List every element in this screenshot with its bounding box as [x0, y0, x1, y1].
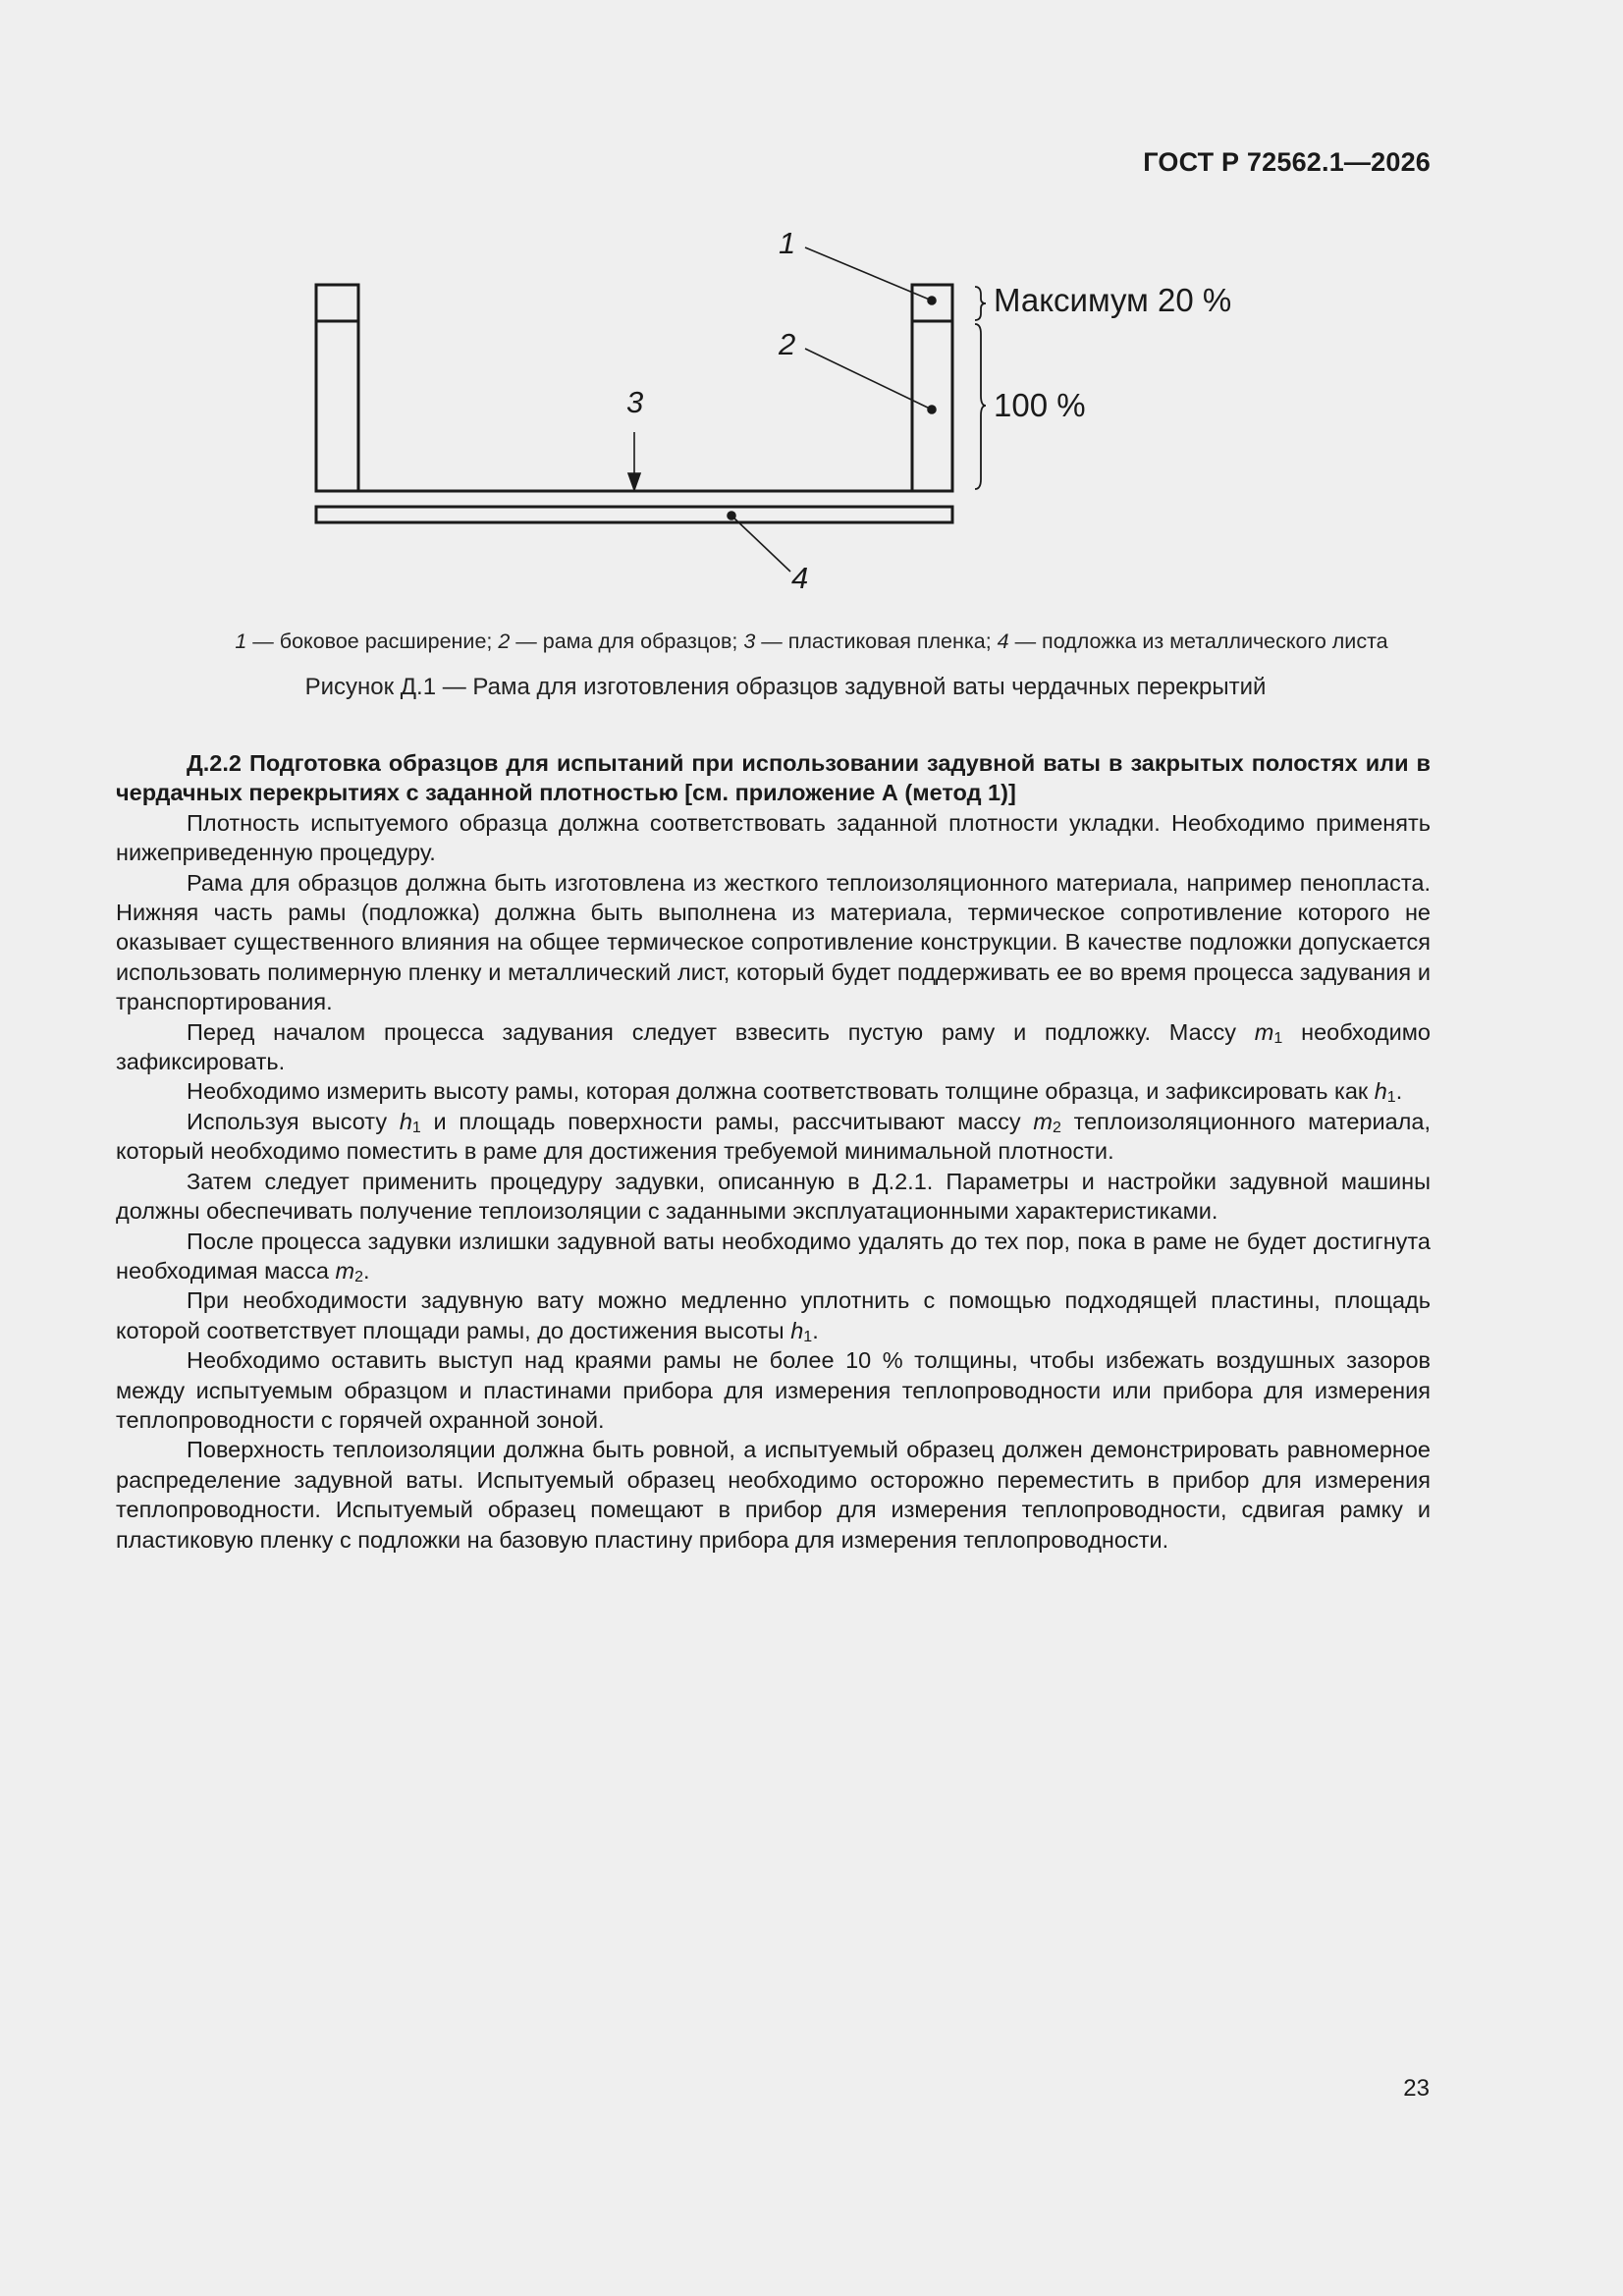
callout-3: 3: [626, 385, 644, 419]
leader-1-dot: [928, 297, 936, 304]
left-frame-post: [316, 321, 358, 491]
leader-2-dot: [928, 406, 936, 413]
leader-4: [731, 516, 790, 572]
leader-1: [805, 247, 932, 301]
paragraph-4: Необходимо измерить высоту рамы, которая должна соответствовать толщине образца, и зафиксировать как $h_1$.: [187, 1078, 1403, 1107]
paragraph-2: Рама для образцов должна быть изготовлена из жесткого теплоизоляционного материала, например пенопласта. Нижняя часть рамы (подложка) должна быть выполнена из материала, термическое сопротивление которого не оказывает существенного влияния на общее термическое сопротивление конструкции. В качестве подложки допускается использовать полимерную пленку и металлический лист, который будет поддерживать ее во время процесса задувания и транспортирования.: [116, 869, 1431, 1015]
metal-sheet-substrate: [316, 507, 952, 522]
legend-item-4: 4 — подложка из металлического листа: [997, 629, 1388, 653]
paragraph-7: После процесса задувки излишки задувной ваты необходимо удалять до тех пор, пока в раме не будет достигнута необходимая масса $m_2$.: [116, 1228, 1431, 1285]
paragraph-1: Плотность испытуемого образца должна соответствовать заданной плотности укладки. Необходимо применять нижеприведенную процедуру.: [116, 809, 1431, 866]
brace-main: [975, 324, 986, 489]
section-heading: Д.2.2 Подготовка образцов для испытаний при использовании задувной ваты в закрытых полостях или в чердачных перекрытиях с заданной плотностью [см. приложение А (метод 1)]: [116, 750, 1431, 806]
paragraph-8: При необходимости задувную вату можно медленно уплотнить с помощью подходящей пластины, площадь которой соответствует площади рамы, до достижения высоты $h_1$.: [116, 1287, 1431, 1345]
section-body: [116, 748, 1431, 1555]
annotation-maximum-20: Максимум 20 %: [994, 282, 1232, 318]
callout-1: 1: [779, 226, 796, 260]
figure-legend: [0, 629, 1623, 654]
document-id: ГОСТ Р 72562.1—2026: [1143, 147, 1431, 177]
figure-frame: [0, 216, 1623, 609]
legend-item-1: 1 — боковое расширение;: [235, 629, 499, 653]
left-side-extension: [316, 285, 358, 321]
frame-diagram: [0, 216, 1623, 609]
callout-4: 4: [791, 561, 809, 595]
paragraph-6: Затем следует применить процедуру задувки, описанную в Д.2.1. Параметры и настройки задувной машины должны обеспечивать получение теплоизоляции с заданными эксплуатационными характеристиками.: [116, 1168, 1431, 1225]
brace-top: [975, 287, 986, 320]
legend-item-2: 2 — рама для образцов;: [498, 629, 744, 653]
paragraph-9: Необходимо оставить выступ над краями рамы не более 10 % толщины, чтобы избежать воздушных зазоров между испытуемым образцом и пластинами прибора для измерения теплопроводности или прибора для измерения теплопроводности с горячей охранной зоной.: [116, 1347, 1431, 1433]
page-number: 23: [1403, 2075, 1430, 2102]
leader-3-arrowhead: [628, 473, 640, 490]
paragraph-5: Используя высоту $h_1$ и площадь поверхности рамы, рассчитывают массу $m_2$ теплоизоляционного материала, который необходимо поместить в раме для достижения требуемой минимальной плотности.: [116, 1108, 1431, 1165]
leader-4-dot: [728, 512, 735, 519]
paragraph-10: Поверхность теплоизоляции должна быть ровной, а испытуемый образец должен демонстрировать равномерное распределение задувной ваты. Испытуемый образец необходимо осторожно переместить в прибор для измерения теплопроводности. Испытуемый образец помещают в прибор для измерения теплопроводности, сдвигая рамку и пластиковую пленку с подложки на базовую пластину прибора для измерения теплопроводности.: [116, 1437, 1431, 1553]
annotation-100-percent: 100 %: [994, 387, 1086, 423]
callout-2: 2: [779, 327, 796, 361]
paragraph-3: Перед началом процесса задувания следует взвесить пустую раму и подложку. Массу $m_1$ необходимо зафиксировать.: [116, 1018, 1431, 1075]
legend-item-3: 3 — пластиковая пленка;: [743, 629, 998, 653]
figure-caption: Рисунок Д.1 — Рама для изготовления образцов задувной ваты чердачных перекрытий: [304, 674, 1267, 700]
